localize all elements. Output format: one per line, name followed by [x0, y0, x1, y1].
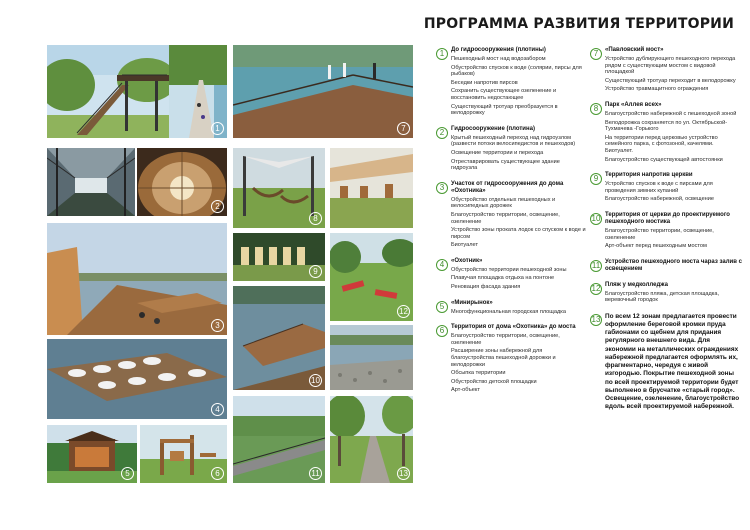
entry-item: Благоустройство набережной, освещение: [605, 196, 715, 203]
photo-number-badge: 7: [397, 122, 410, 135]
final-note-text: По всем 12 зонам предлагается провести оформление береговой кромки пруда габионами со щебнем для придания регулярного внешнего вида. Для экономии на металлических ограждениях набережной предлагается оформлять их, фрагментарно, чередуя с живой изгородью. Покрытие пешеходной зоны по всей проектируемой территории будет выполнено в брусчатке «старый город». Освещение, озеленение, благоустройство вдоль всей проектируемой набережной.: [605, 312, 740, 411]
legend-column-left: [436, 47, 586, 403]
photo-9-art-object: [233, 233, 325, 281]
photo-7-viewing-platform: [233, 45, 413, 138]
entry-item: На территории перед церковью устройство семейного парка, с фотозоной, качелями. Биотуалет.: [605, 134, 718, 154]
photo-number-badge: 5: [121, 467, 134, 480]
entry-item: Расширение зоны набережной для благоустройства пешеходной дорожки и велодорожки: [451, 348, 556, 368]
entry-title: «Охотник»: [451, 257, 483, 264]
entry-item: Благоустройство территории, освещение, озеленение: [605, 227, 714, 241]
photo-13-gabion-lake: [330, 325, 413, 390]
photo-number-badge: 8: [309, 212, 322, 225]
legend-column-right: [590, 47, 742, 418]
entry-title: Устройство пешеходного моста чараз залив с освещением: [605, 258, 742, 272]
photo-3-boardwalk: [47, 223, 227, 335]
entry-item: Отреставрировать существующее здание гидроузла: [451, 158, 560, 172]
entry-item: Беседки напротив пирсов: [451, 79, 518, 86]
photo-8-cafe-terrace: [330, 148, 413, 228]
entry-number-badge: 4: [436, 259, 448, 271]
entry-item: Арт-объект: [451, 387, 480, 394]
entry-title: «Минирынок»: [451, 299, 493, 306]
entry-item: Велодорожка сохраняется по ул. Октябрьской- Тухмачева -Горького: [605, 119, 728, 133]
legend-entry-2: [436, 126, 586, 174]
entry-number-badge: 12: [591, 283, 601, 293]
entry-item: Устройство спусков к воде с пирсами для проведения зимних купаний: [605, 181, 713, 194]
entry-title: Пляж у медколледжа: [605, 281, 668, 288]
legend-entry-8: [590, 102, 742, 165]
entry-item: Крытый пешеходный переход над гидроузлом (развести потоки велосипедистов и пешеходов): [451, 134, 576, 148]
entry-item: Плавучая площадка отдыха на понтоне: [451, 275, 555, 282]
entry-title: «Павловский мост»: [605, 47, 664, 53]
legend-entry-7: [590, 47, 742, 95]
page-title: ПРОГРАММА РАЗВИТИЯ ТЕРРИТОРИИ: [423, 16, 734, 32]
photo-number-badge: 13: [397, 467, 410, 480]
photo-6-playground: [140, 425, 227, 483]
legend-entry-12: [590, 282, 742, 306]
entry-number-badge: 3: [436, 182, 448, 194]
photo-5-gazebo: [47, 425, 137, 483]
entry-title: Территория напротив церкви: [605, 172, 693, 179]
photo-2-covered-walkway: [47, 148, 135, 216]
legend-entry-6: [436, 324, 586, 396]
entry-title: Парк «Аллея всех»: [605, 101, 662, 108]
entry-item: Устройство травмащитного ограждения: [605, 86, 709, 93]
photo-8-hammocks: [233, 148, 325, 228]
entry-item: Существующий тротуар преобразуется в велодорожку: [451, 103, 558, 117]
entry-number-badge: 6: [436, 325, 448, 337]
photo-number-badge: 4: [211, 403, 224, 416]
entry-title: Участок от гидросооружения до дома «Охотника»: [451, 180, 564, 194]
entry-number-badge: 8: [590, 103, 602, 115]
entry-number-badge: 5: [436, 301, 448, 313]
entry-number-badge: 11: [591, 260, 601, 270]
photo-4-pontoons: [47, 339, 227, 419]
entry-item: Биотуалет: [451, 242, 479, 249]
photo-number-badge: 3: [211, 319, 224, 332]
legend-entry-3: [436, 181, 586, 251]
photo-1-promenade: [169, 45, 227, 138]
entry-number-badge: 10: [591, 213, 601, 223]
photo-13-tree-lined-path: [330, 396, 413, 483]
entry-title: Территория от дома «Охотника» до моста: [451, 324, 576, 331]
entry-item: Благоустройство территории, освещение, озеленение: [451, 211, 560, 225]
entry-item: Обустройство отдельных пешеходных и велосипедных дорожек: [451, 196, 556, 210]
legend-entry-11: [590, 259, 742, 275]
legend-entry-9: [590, 172, 742, 205]
photo-number-badge: 1: [211, 122, 224, 135]
entry-item: Пешеходный мост над водозабором: [451, 56, 546, 62]
photo-10-wooden-pier: [233, 286, 325, 390]
entry-item: Существующий тротуар переходит в велодорожку: [605, 77, 736, 84]
entry-item: Устройство дублирующего пешеходного перехода рядом с существующим мостом с видовой площадкой: [605, 56, 736, 76]
photo-number-badge: 2: [211, 200, 224, 213]
entry-number-badge: 1: [436, 48, 448, 60]
entry-number-badge: 13: [591, 314, 601, 324]
entry-number-badge: 7: [590, 48, 602, 60]
entry-item: Обустройство детской площадки: [451, 378, 537, 385]
photo-number-badge: 9: [309, 265, 322, 278]
entry-title: Гидросооружение (плотина): [451, 125, 535, 132]
entry-item: Благоустройство территории, освещение, озеленение: [451, 333, 560, 346]
entry-number-badge: 9: [590, 173, 602, 185]
entry-item: Обустройство спусков к воде (солярии, пирсы для рыбаков): [451, 64, 582, 78]
entry-item: Арт-объект перед пешеходным мостом: [605, 243, 707, 250]
entry-item: Реновация фасада здания: [451, 284, 521, 291]
photo-number-badge: 10: [309, 374, 322, 387]
photo-number-badge: 12: [397, 305, 410, 318]
entry-item: Благоустройство набережной с пешеходной зоной: [605, 110, 737, 117]
photo-number-badge: 6: [211, 467, 224, 480]
entry-item: Благоустройство существующей автостоянки: [605, 156, 723, 163]
legend-entry-1: [436, 47, 586, 119]
entry-title: До гидросооружения (плотины): [451, 47, 546, 53]
photo-number-badge: 11: [309, 467, 322, 480]
legend-entry-10: [590, 212, 742, 252]
entry-item: Устройство зоны проката лодок со спуском к воде и пирсом: [451, 227, 586, 240]
legend-entry-4: [436, 258, 586, 293]
entry-item: Обустройство территории пешеходной зоны: [451, 266, 567, 273]
photo-11-footpath: [233, 396, 325, 483]
photo-12-recreation-lawn: [330, 233, 413, 321]
entry-number-badge: 2: [436, 127, 448, 139]
legend-entry-13: [590, 313, 742, 411]
legend-entry-5: [436, 300, 586, 318]
entry-title: Территория от церкви до проектируемого пешеходного мостика: [605, 211, 730, 225]
photo-2-tunnel: [137, 148, 227, 216]
photo-1-bridge-stairs: [47, 45, 169, 138]
entry-item: Освещение территории и перехода: [451, 149, 544, 156]
entry-item: Сохранить существующее озеленение и восстановить недостающее: [451, 88, 557, 101]
entry-item: Многофункциональная городская площадка: [451, 308, 566, 315]
entry-item: Обсыпка территории: [451, 370, 506, 377]
entry-item: Благоустройство пляжа, детская площадка, веревочный городок: [605, 290, 720, 304]
